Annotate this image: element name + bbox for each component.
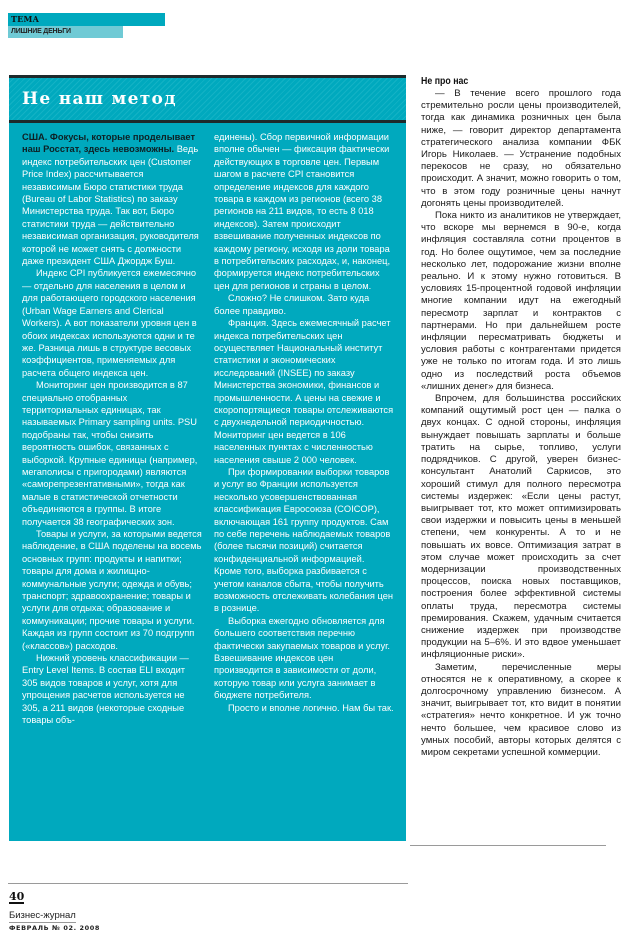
sidebar-box — [9, 75, 406, 841]
main-column-body — [421, 88, 621, 759]
paragraph: Выборка ежегодно обновляется для большего соответствия перечню фактически закупаемых товаров и услуг. Взвешивание индексов цен производится в зависимости от доли, которую товар или услуга занимает в бюджете потребителя. — [214, 615, 390, 701]
paragraph: — В течение всего прошлого года стремительно росли цены производителей, тогда как динамика розничных цен была ниже, — говорит директор департамента стратегического анализа компании ФБК Игорь Николаев. — Устранение подобных перекосов не сразу, но обязательно происходит. А значит, можно говорить о том, что в этом году розничные цены начнут догонять цены производителей. — [421, 88, 621, 209]
paragraph: Сложно? Не слишком. Зато куда более правдиво. — [214, 293, 370, 316]
magazine-name: Бизнес-журнал — [9, 910, 76, 921]
sidebar-column-1 — [22, 131, 202, 727]
paragraph — [22, 131, 202, 267]
footer-rule — [8, 883, 408, 884]
sidebar-box-header — [9, 75, 406, 123]
paragraph: Впрочем, для большинства российских компаний ощутимый рост цен — палка о двух концах. С одной стороны, инфляция вынуждает повышать зарплаты и больше тратить на сырье, топливо, услуги подрядчиков. С другой, уверен бизнес-консультант Анатолий Саркисов, это хороший стимул для полного пересмотра системы издержек: «Если цены растут, выигрывает тот, кто может оптимизировать свои издержки и повысить цены в меньшей степени, чем конкуренты. А то и не повышать их вовсе. Оптимизация затрат в этом случае может происходить за счет модернизации производственных процессов, поиска новых поставщиков, построения более эффективной системы оплаты труда, пересмотра системы премирования. Скажем, удачным считается снижение издержек при производстве продукции на 5–6%. И это вдвое уменьшает инфляционные риски». — [421, 393, 621, 661]
rubric-section: ТЕМА — [8, 13, 165, 26]
rubric-subsection: ЛИШНИЕ ДЕНЬГИ — [8, 26, 123, 38]
paragraph: При формировании выборки товаров и услуг во Франции используется несколько усовершенствованная классификация Евросоюза (COICOP), включающая 161 группу продуктов. Сам по себе перечень наблюдаемых товаров (более тысячи позиций) считается конфиденциальной информацией. Кроме того, выборка разбивается с учетом каналов сбыта, чтобы получить возможность отслеживать колебания цен в рознице. — [214, 466, 394, 614]
page-footer — [9, 887, 100, 933]
sidebar-column-2 — [214, 131, 394, 727]
paragraph: Мониторинг цен производится в 87 специально отобранных территориальных единицах, так называемых Primary sampling units. PSU подобраны так, чтобы снизить вероятность ошибок, связанных с выборкой. Крупные единицы (например, мегаполисы с пригородами) являются «саморепрезентативными», тогда как малые в статистической отчетности объединяются в группы. В итоге получается 38 географических зон. — [22, 380, 198, 527]
subheading: Не про нас — [421, 76, 469, 87]
sidebar-box-columns — [9, 123, 406, 727]
paragraph: Индекс CPI публикуется ежемесячно — отдельно для населения в целом и для работающего городского населения (Urban Wage Earners and Clerical Workers). А вот показатели уровня цен в обоих индексах используются одни и те же. Разница лишь в структуре весовых коэффициентов, применяемых для расчета общего индекса цен. — [22, 268, 197, 378]
section-rubric — [8, 13, 165, 38]
paragraph: Просто и вполне логично. Нам бы так. — [228, 702, 394, 713]
sidebar-box-title: Не наш метод — [22, 89, 177, 109]
lead-in: США. Фокусы, которые проделывает наш Росстат, здесь невозможны. — [22, 132, 196, 155]
paragraph: Нижний уровень классификации — Entry Level Items. В состав ELI входит 305 видов товаров и услуг, хотя для упрощения расчетов используется не 305, а 211 видов (некоторые сходные товары объ- — [22, 653, 189, 726]
paragraph: Пока никто из аналитиков не утверждает, что вскоре мы вернемся в 90-е, когда инфляция составляла сотни процентов в год. Но более ощутимое, чем за последние несколько лет, подорожание жизни вполне реально. И к этому нужно готовиться. В условиях 15-процентной годовой инфляции многие компании идут на ежегодный пересмотр зарплат и контрактов с партнерами. Но при дальнейшем росте инфляции пересматривать бюджеты и условия работы с контрагентами придется уже не только по итогам года. И это лишь одно из последствий роста объемов «лишних денег» для бизнеса. — [421, 210, 621, 392]
issue-date: ФЕВРАЛЬ № 02. 2008 — [9, 924, 101, 932]
column-end-rule — [410, 845, 606, 846]
page-number: 40 — [9, 890, 25, 903]
paragraph: Заметим, перечисленные меры относятся не к оперативному, а скорее к долгосрочному управлению бизнесом. А значит, выигрывает тот, кто видит в понятии «стратегия» нечто конкретное. И уж точно нечто большее, чем красивое слово из умных пособий, авторы которых делятся с миром секретами успешной коммерции. — [421, 661, 621, 758]
paragraph-text: Ведь индекс потребительских цен (Customer Price Index) рассчитывается независимым Бюро статистики труда (Bureau of Labor Statistics) по заказу Министерства труда. Так вот, Бюро статистики труда — действительно независимая организация, руководителя которой не может снять с должности даже президент США Джордж Буш. — [22, 144, 199, 267]
paragraph: Франция. Здесь ежемесячный расчет индекса потребительских цен осуществляет Национальный институт статистики и экономических исследований (INSEE) по заказу Министерства экономики, финансов и промышленности. А цены на свежие и скоропортящиеся товары отслеживаются с двухнедельной периодичностью. Мониторинг цен ведется в 106 населенных пунктах с численностью населения свыше 2 000 человек. — [214, 318, 394, 465]
main-column — [421, 75, 621, 759]
paragraph: единены). Сбор первичной информации вполне обычен — фиксация фактически действующих в торговле цен. Первым шагом в расчете CPI становится определение индексов для каждого товара в каждом из регионов (всего 38 регионов на 211 видов, то есть 8 018 индексов). Затем происходит взвешивание полученных индексов по каждому региону, исходя из доли товара в потребительских расходах, и, наконец, формируется индекс потребительских цен для регионов и страны в целом. — [214, 132, 391, 291]
paragraph: Товары и услуги, за которыми ведется наблюдение, в США поделены на восемь основных групп: продукты и напитки; товары для дома и жилищно-коммунальные услуги; одежда и обувь; транспорт; здравоохранение; товары и услуги для отдыха; образование и коммуникации; прочие товары и услуги. Каждая из групп состоит из 70 подгрупп («классов») расходов. — [22, 529, 202, 651]
